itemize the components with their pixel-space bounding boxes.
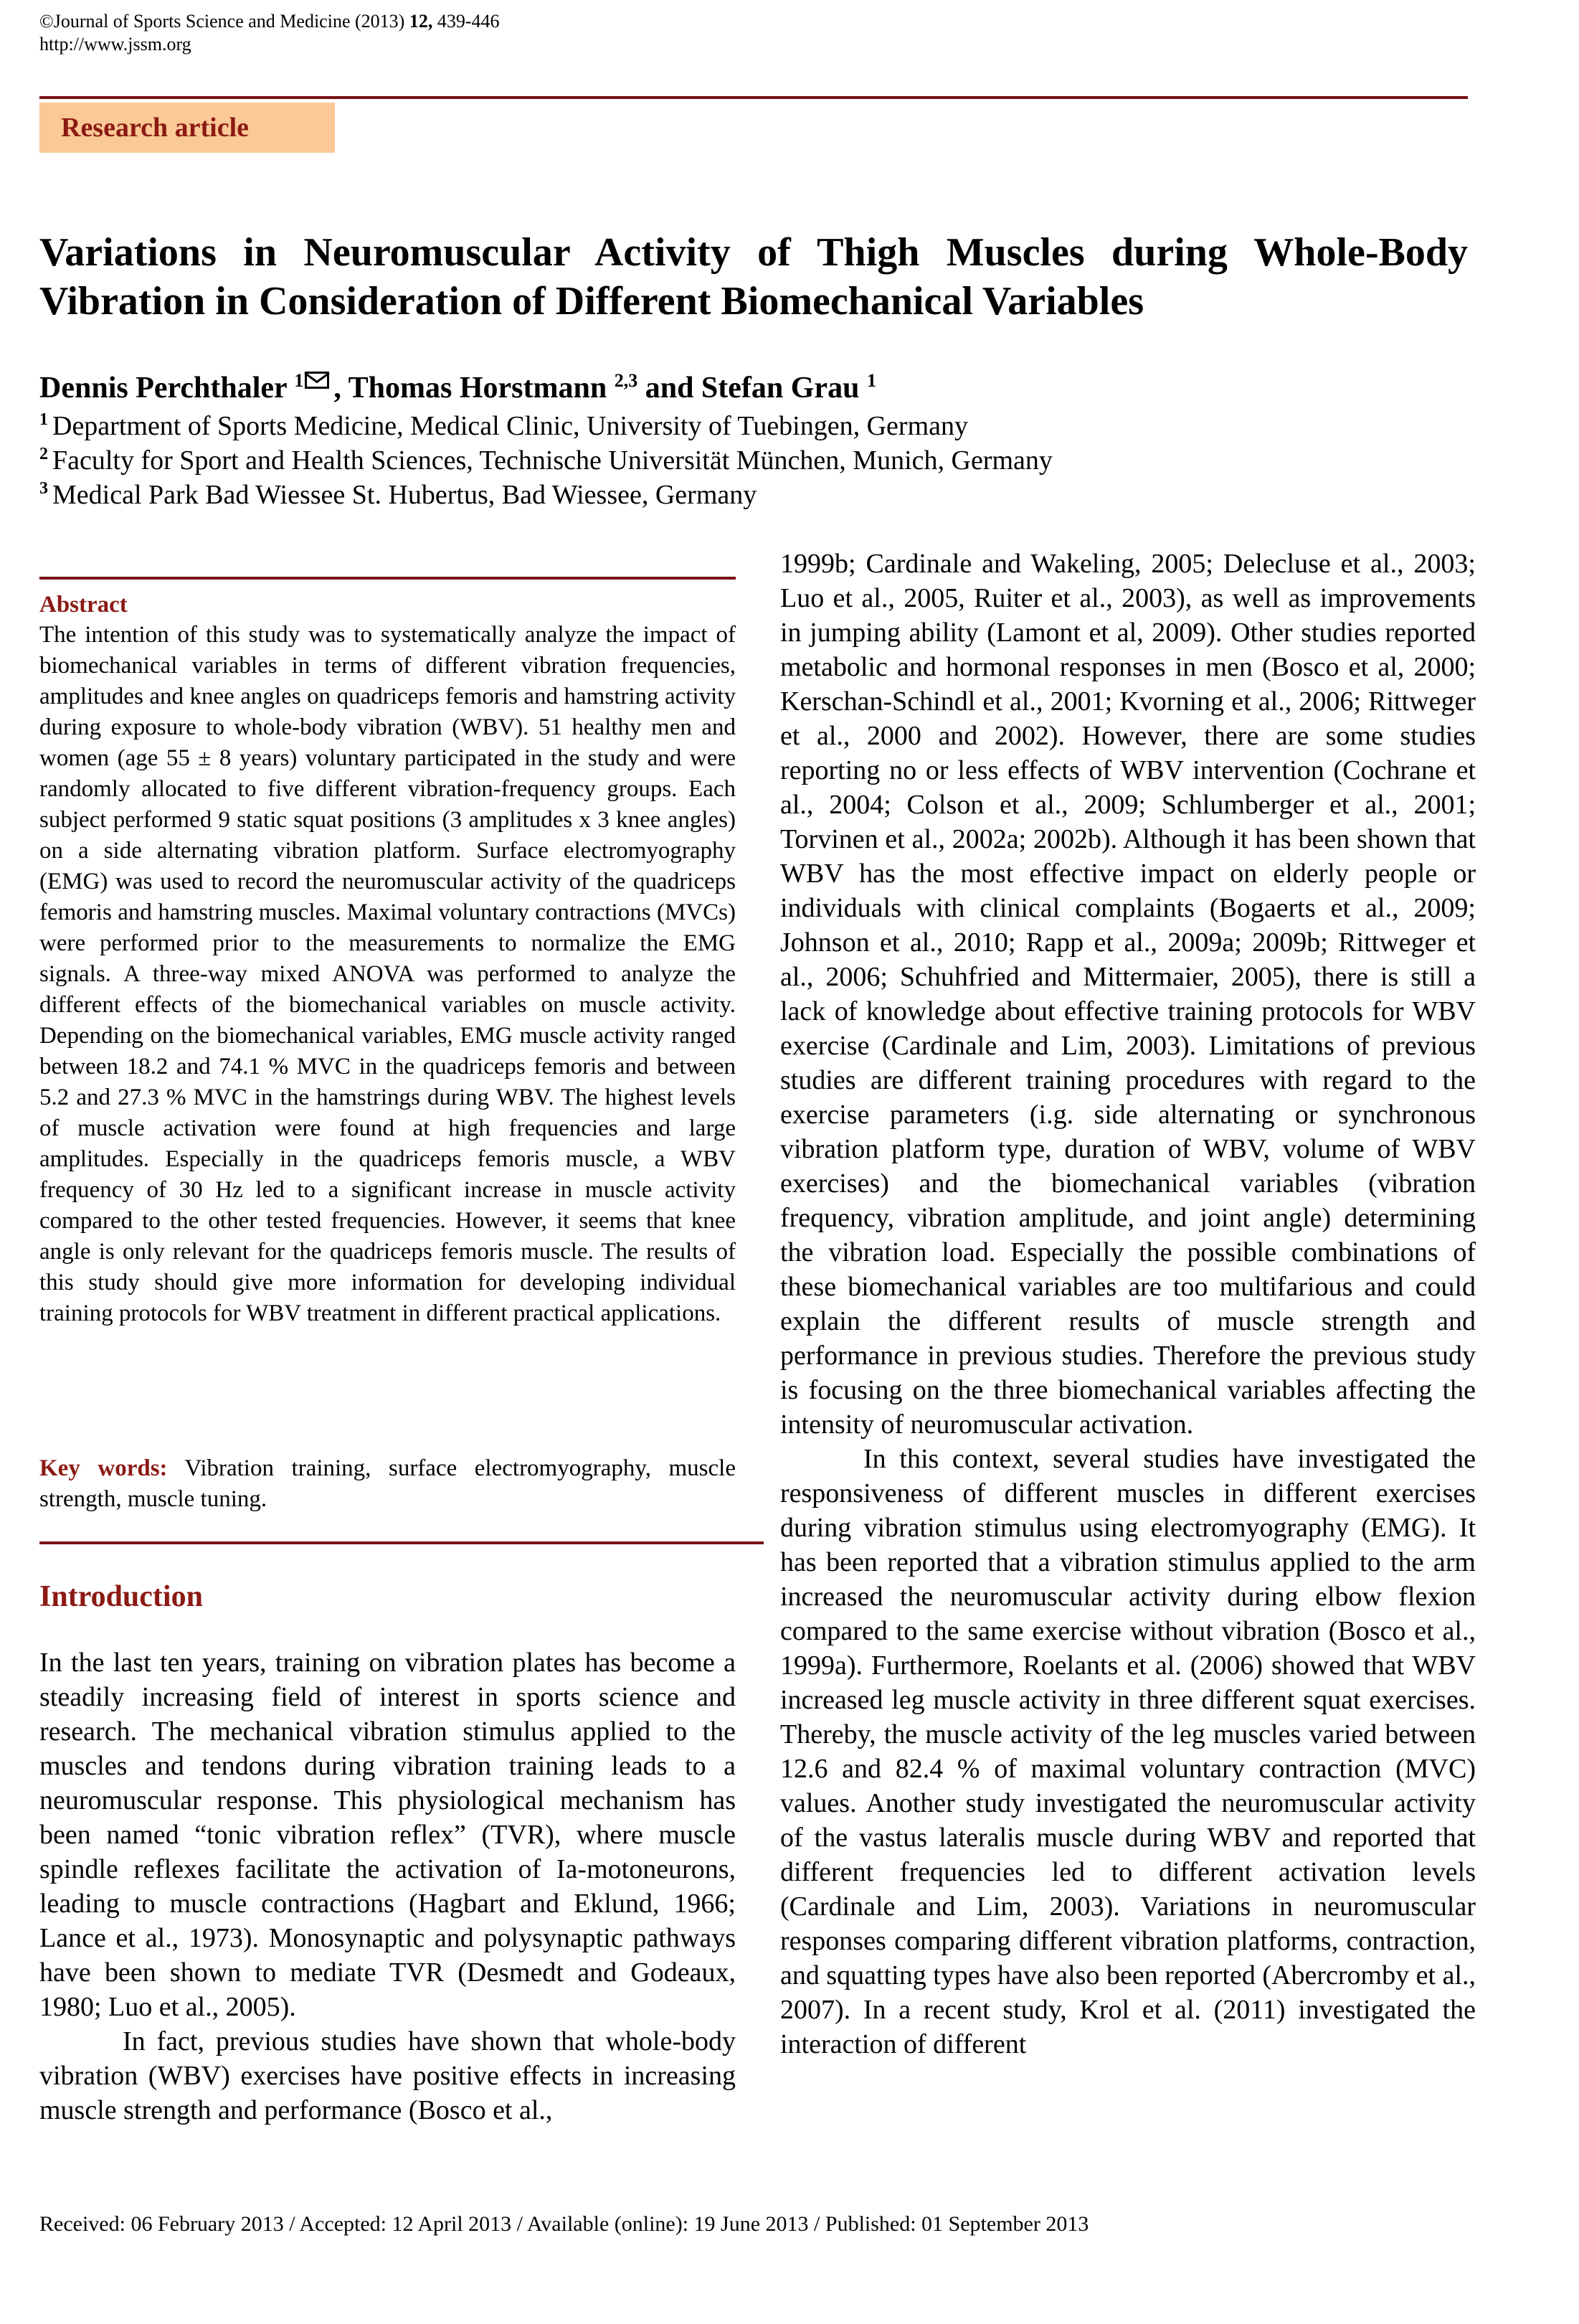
abstract-top-rule (39, 577, 736, 580)
header-rule (39, 96, 1468, 99)
journal-pages: 439-446 (432, 11, 500, 32)
affiliation (39, 409, 968, 443)
keywords (39, 1453, 736, 1515)
affiliation-text: Faculty for Sport and Health Sciences, Technische Universität München, Munich, Germany (52, 445, 1053, 476)
body-paragraph: In fact, previous studies have shown that whole-body vibration (WBV) exercises have positive effects in increasing muscle strength and performance (Bosco et al., (39, 2026, 736, 2125)
envelope-icon[interactable] (305, 372, 329, 389)
left-column-body (39, 1645, 736, 2127)
keywords-text: Vibration training, surface electromyography, muscle strength, muscle tuning. (39, 1455, 736, 1512)
journal-volume: 12, (409, 11, 433, 32)
affiliation-number: 1 (39, 410, 48, 430)
author-affiliation-mark: 1 (866, 370, 876, 391)
abstract-bottom-rule (39, 1541, 764, 1544)
paper-title: Variations in Neuromuscular Activity of Thigh Muscles during Whole-Body Vibration in Consideration of Different Biomechanical Variables (39, 230, 1468, 323)
body-paragraph: 1999b; Cardinale and Wakeling, 2005; Delecluse et al., 2003; Luo et al., 2005, Ruiter et al., 2003), as well as improvements in jumping ability (Lamont et al, 2009). Other studies reported metabolic and hormonal responses in men (Bosco et al, 2000; Kerschan-Schindl et al., 2001; Kvorning et al., 2006; Rittweger et al., 2000 and 2002). However, there are some studies reporting no or less effects of WBV intervention (Cochrane et al., 2004; Colson et al., 2009; Schlumberger et al., 2001; Torvinen et al., 2002a; 2002b). Although it has been shown that WBV has the most effective impact on elderly people or individuals with clinical complaints (Bogaerts et al., 2009; Johnson et al., 2010; Rapp et al., 2009a; 2009b; Rittweger et al., 2006; Schuhfried and Mittermaier, 2005), there is still a lack of knowledge about effective training protocols for WBV exercise (Cardinale and Lim, 2003). Limitations of previous studies are different training procedures with regard to the exercise parameters (i.g. side alternating or synchronous vibration platform type, duration of WBV, volume of WBV exercises) and the biomechanical variables (vibration frequency, vibration amplitude, and joint angle) determining the vibration load. Especially the possible combinations of these biomechanical variables are too multifarious and could explain the different results of muscle strength and performance in previous studies. Therefore the previous study is focusing on the three biomechanical variables affecting the intensity of neuromuscular activation. (780, 549, 1476, 1440)
affiliation-number: 2 (39, 445, 48, 464)
affiliation (39, 443, 1053, 478)
affiliation (39, 478, 757, 512)
journal-citation (39, 10, 499, 56)
article-type-badge (39, 103, 335, 153)
affiliation-number: 3 (39, 479, 48, 499)
article-type-label: Research article (61, 113, 250, 143)
author-name: and Stefan Grau (637, 372, 867, 405)
journal-url[interactable]: http://www.jssm.org (39, 34, 191, 55)
journal-name: ©Journal of Sports Science and Medicine (2013) (39, 11, 409, 32)
author-list (39, 368, 876, 408)
publication-dates-footer: Received: 06 February 2013 / Accepted: 12 April 2013 / Available (online): 19 June 2013 / Published: 01 September 2013 (39, 2212, 1089, 2236)
author-affiliation-mark: 1 (294, 370, 304, 391)
author-name: Dennis Perchthaler (39, 372, 295, 405)
author-affiliation-mark: 2,3 (614, 370, 638, 391)
keywords-label: Key words: (39, 1455, 168, 1481)
affiliation-text: Medical Park Bad Wiessee St. Hubertus, Bad Wiessee, Germany (52, 480, 757, 510)
affiliation-text: Department of Sports Medicine, Medical Clinic, University of Tuebingen, Germany (52, 411, 968, 441)
right-column-body (780, 547, 1476, 2061)
author-name: , Thomas Horstmann (333, 372, 615, 405)
body-paragraph: In this context, several studies have investigated the responsiveness of different muscles in different exercises during vibration stimulus using electromyography (EMG). It has been reported that a vibration stimulus applied to the arm increased the neuromuscular activity during elbow flexion compared to the same exercise without vibration (Bosco et al., 1999a). Furthermore, Roelants et al. (2006) showed that WBV increased leg muscle activity in three different squat exercises. Thereby, the muscle activity of the leg muscles varied between 12.6 and 82.4 % of maximal voluntary contraction (MVC) values. Another study investigated the neuromuscular activity of the vastus lateralis muscle during WBV and reported that different frequencies led to different activation levels (Cardinale and Lim, 2003). Variations in neuromuscular responses comparing different vibration platforms, contraction, and squatting types have also been reported (Abercromby et al., 2007). In a recent study, Krol et al. (2011) investigated the interaction of different (780, 1444, 1476, 2059)
body-paragraph: In the last ten years, training on vibration plates has become a steadily increasing field of interest in sports science and research. The mechanical vibration stimulus applied to the muscles and tendons during vibration training leads to a neuromuscular response. This physiological mechanism has been named “tonic vibration reflex” (TVR), where muscle spindle reflexes facilitate the activation of Ia-motoneurons, leading to muscle contractions (Hagbart and Eklund, 1966; Lance et al., 1973). Monosynaptic and polysynaptic pathways have been shown to mediate TVR (Desmedt and Godeaux, 1980; Luo et al., 2005). (39, 1648, 736, 2022)
introduction-heading: Introduction (39, 1580, 203, 1613)
abstract-heading: Abstract (39, 592, 128, 618)
abstract-text: The intention of this study was to systematically analyze the impact of biomechanical variables in terms of different vibration frequencies, amplitudes and knee angles on quadriceps femoris and hamstring activity during exposure to whole-body vibration (WBV). 51 healthy men and women (age 55 ± 8 years) voluntary participated in the study and were randomly allocated to five different vibration-frequency groups. Each subject performed 9 static squat positions (3 amplitudes x 3 knee angles) on a side alternating vibration platform. Surface electromyography (EMG) was used to record the neuromuscular activity of the quadriceps femoris and hamstring muscles. Maximal voluntary contractions (MVCs) were performed prior to the measurements to normalize the EMG signals. A three-way mixed ANOVA was performed to analyze the different effects of the biomechanical variables on muscle activity. Depending on the biomechanical variables, EMG muscle activity ranged between 18.2 and 74.1 % MVC in the quadriceps femoris and between 5.2 and 27.3 % MVC in the hamstrings during WBV. The highest levels of muscle activation were found at high frequencies and large amplitudes. Especially in the quadriceps femoris muscle, a WBV frequency of 30 Hz led to a significant increase in muscle activity compared to the other tested frequencies. However, it seems that knee angle is only relevant for the quadriceps femoris muscle. The results of this study should give more information for developing individual training protocols for WBV treatment in different practical applications. (39, 622, 736, 1326)
